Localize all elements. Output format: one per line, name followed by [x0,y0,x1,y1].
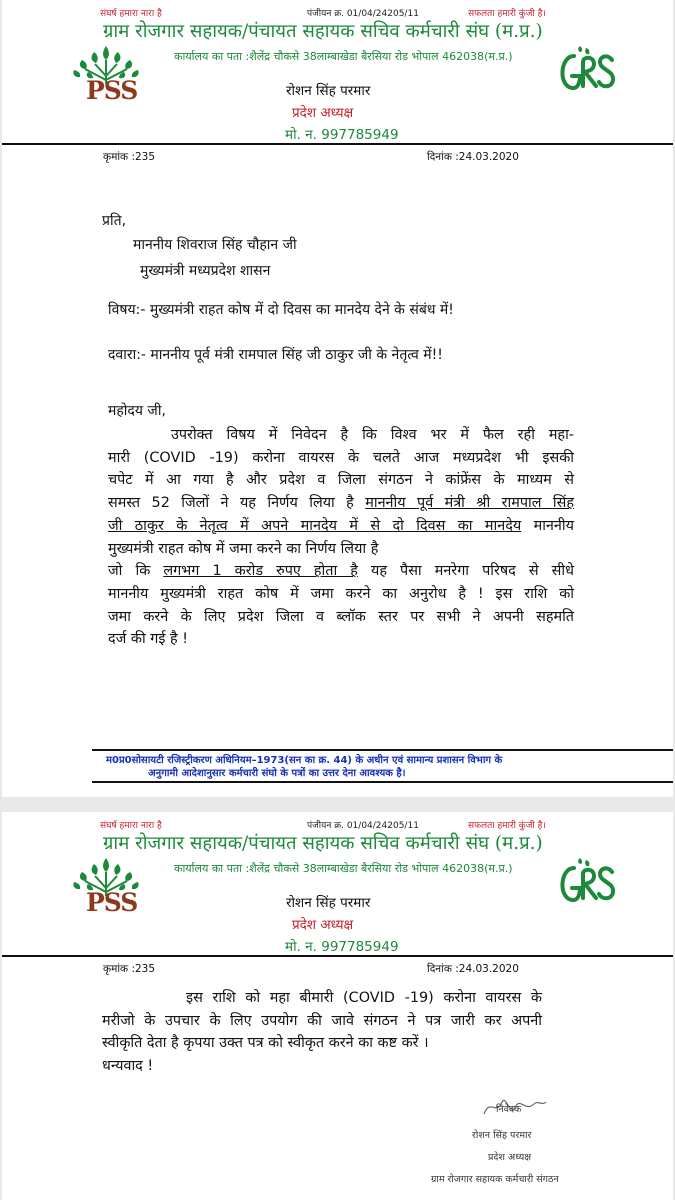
grs-emblem-icon [550,854,620,914]
slogan-left: संघर्ष हमारा नारा है [100,821,162,831]
body-line [108,560,574,583]
letter-page-2 [2,812,673,1200]
salutation: महोदय जी, [108,403,166,419]
org-name: ग्राम रोजगार सहायक/पंचायत सहायक सचिव कर्मचारी संघ (म.प्र.) [103,21,543,42]
body-fragment: माननीय [521,517,574,534]
addressee-name: माननीय शिवराज सिंह चौहान जी [133,237,297,253]
grs-emblem-icon [550,42,620,102]
pss-logo-text: PSS [86,888,138,917]
body-fragment: समस्त 52 जिलों ने यह निर्णय लिया है [108,495,366,512]
addressee-title: मुख्यमंत्री मध्यप्रदेश शासन [140,263,271,279]
pss-logo-text: PSS [86,76,138,105]
letter-date: दिनांक :24.03.2020 [427,963,519,975]
underlined-fragment: माननीय पूर्व मंत्री श्री रामपाल सिंह [365,495,574,512]
reference-number: कृमांक :235 [103,151,156,163]
slogan-left: संघर्ष हमारा नारा है [100,9,162,19]
org-name: ग्राम रोजगार सहायक/पंचायत सहायक सचिव कर्मचारी संघ (म.प्र.) [103,833,543,854]
letter-page-1 [2,0,673,797]
reference-number: कृमांक :235 [103,963,156,975]
recipient-prefix: प्रति, [102,213,127,229]
signature-label: निवेदक [496,1104,522,1115]
slogan-right: सफलता हमारी कुंजी है। [468,821,546,831]
phone-number: मो. न. 997785949 [285,127,399,143]
body-line: माननीय मुख्यमंत्री राहत कोष में जमा करने का अनुरोध है ! इस राशि को [108,585,574,602]
legal-notice-line-2: अनुगामी आदेशानुसार कर्मचारी संघो के पत्रों का उत्तर देना आवश्यक है। [148,768,406,779]
person-title: प्रदेश अध्यक्ष [292,105,354,121]
body-line: उपरोक्त विषय में निवेदन है कि विश्व भर में फैल रही महा- [171,427,574,443]
registration-number: पंजीयन क्र. 01/04/24205/11 [307,9,419,19]
org-address: कार्यालय का पता :शैलेंद्र चौकसे 38लाम्बाखेडा बैरसिया रोड भोपाल 462038(म.प्र.) [174,50,513,63]
letter-body [108,424,574,651]
body-line: दर्ज की गई है ! [108,631,188,648]
person-name: रोशन सिंह परमार [286,895,371,911]
grs-logo [550,42,620,102]
underlined-fragment: लगभग 1 करोड रुपए होता है [163,563,358,580]
legal-notice-line-1: म0प्र0सोसायटी रजिस्ट्रीकरण अधिनियम–1973(सन का क्र. 44) के अधीन एवं सामान्य प्रशासन विभाग के [106,755,503,766]
body-line: मरीजो के उपचार के लिए उपयोग की जावे संगठन ने पत्र जारी कर अपनी [102,1012,542,1029]
body-line: चपेट में आ गया है और प्रदेश व जिला संगठन ने कांफ्रेंस के माध्यम से [108,472,574,489]
body-line: स्वीकृति देता है कृपया उक्त पत्र को स्वीकृत करने का कष्ट करें । [102,1035,429,1052]
underlined-fragment: जी ठाकुर के नेतृत्व में अपने मानदेय में से दो दिवस का मानदेय [108,517,522,534]
body-line [108,515,574,538]
body-fragment: यह पैसा मनरेगा परिषद से सीधे [357,563,574,580]
body-line: जमा करने के लिए प्रदेश जिला व ब्लॉक स्तर पर सभी ने अपनी सहमति [108,608,574,625]
person-title: प्रदेश अध्यक्ष [292,917,354,933]
signatory-org: ग्राम रोजगार सहायक कर्मचारी संगठन [431,1174,559,1185]
slogan-right: सफलता हमारी कुंजी है। [468,9,546,19]
person-name: रोशन सिंह परमार [286,83,371,99]
body-line: मारी (COVID -19) करोना वायरस के चलते आज मध्यप्रदेश भी इसकी [108,449,574,466]
legal-notice-box [92,749,673,783]
letter-date: दिनांक :24.03.2020 [427,151,519,163]
letter-subject: विषय:- मुख्यमंत्री राहत कोष में दो दिवस का मानदेय देने के संबंध में! [108,302,454,318]
grs-logo [550,854,620,914]
header-divider [2,955,673,957]
header-divider [2,143,673,145]
body-line: मुख्यमंत्री राहत कोष में जमा करने का निर्णय लिया है [108,540,379,557]
registration-number: पंजीयन क्र. 01/04/24205/11 [307,821,419,831]
signatory-title: प्रदेश अध्यक्ष [488,1152,532,1163]
org-address: कार्यालय का पता :शैलेंद्र चौकसे 38लाम्बाखेडा बैरसिया रोड भोपाल 462038(म.प्र.) [174,862,513,875]
phone-number: मो. न. 997785949 [285,939,399,955]
letter-body-2 [102,987,542,1078]
signatory-name: रोशन सिंह परमार [472,1130,532,1141]
letter-through: दवारा:- माननीय पूर्व मंत्री रामपाल सिंह जी ठाकुर जी के नेतृत्व में!! [108,347,443,363]
body-line: इस राशि को महा बीमारी (COVID -19) करोना वायरस के [186,990,542,1006]
body-fragment: जो कि [108,563,164,580]
body-line: धन्यवाद ! [102,1058,154,1075]
body-line [108,492,574,515]
